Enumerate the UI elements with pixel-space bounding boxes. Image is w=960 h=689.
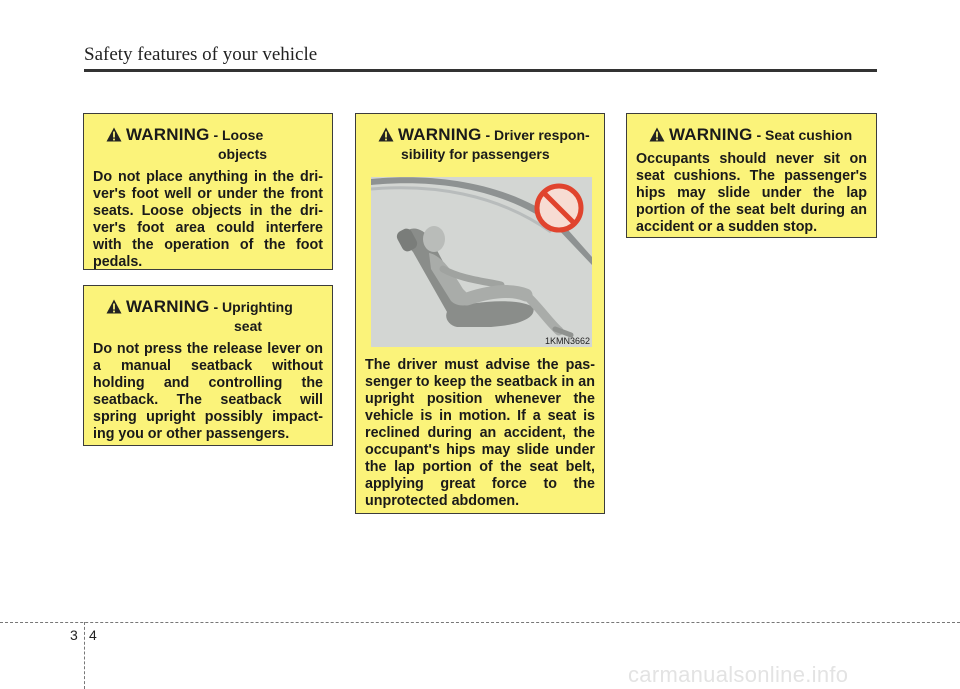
warning-body: Occupants should never sit on seat cushions. The passenger's hips may slide under the lap portion of the seat belt during an accident or a sudden stop. (636, 151, 867, 235)
warning-subject-cont: sibility for passengers (401, 146, 550, 162)
warning-subject: - Seat cushion (752, 127, 853, 143)
page-header-title: Safety features of your vehicle (84, 44, 318, 65)
warning-uprighting-seat (83, 285, 333, 446)
prohibited-icon (534, 183, 584, 233)
warning-word: WARNING (669, 125, 753, 144)
warning-subject: - Uprighting (209, 299, 293, 315)
warning-subject-cont: objects (218, 146, 268, 162)
warning-heading (636, 126, 867, 145)
chapter-number: 3 (70, 627, 78, 643)
warning-driver-responsibility (355, 113, 605, 514)
footer-vertical-divider (84, 622, 85, 689)
warning-seat-cushion (626, 113, 877, 238)
warning-triangle-icon (649, 127, 665, 142)
warning-word: WARNING (398, 125, 482, 144)
header-rule (84, 69, 877, 72)
warning-subject: - Loose (209, 127, 264, 143)
warning-body: The driver must advise the pas-senger to keep the seatback in an upright position whenever the vehicle is in motion. If a seat is reclined during an accident, the occupant's hips may slide under the lap portion of the seat belt, applying great force to the unprotected abdomen. (365, 357, 595, 509)
warning-word: WARNING (126, 125, 210, 144)
warning-body: Do not press the release lever on a manual seatback without holding and controlling the seatback. The seatback will spring upright possibly impact-ing you or other passengers. (93, 341, 323, 442)
warning-triangle-icon (106, 299, 122, 314)
page-number: 4 (89, 627, 97, 643)
warning-subject-cont: seat (234, 318, 263, 334)
warning-triangle-icon (106, 127, 122, 142)
warning-body: Do not place anything in the dri-ver's foot well or under the front seats. Loose objects in the dri-ver's foot area could interfere with the operation of the foot pedals. (93, 169, 323, 270)
footer-divider (0, 622, 960, 623)
warning-word: WARNING (126, 297, 210, 316)
illustration-code: 1KMN3662 (544, 336, 590, 346)
warning-subject: - Driver respon- (481, 127, 590, 143)
warning-heading (93, 298, 323, 335)
warning-triangle-icon (378, 127, 394, 142)
warning-loose-objects (83, 113, 333, 270)
watermark: carmanualsonline.info (628, 662, 849, 687)
warning-heading (93, 126, 323, 163)
reclined-seat-illustration (371, 177, 592, 347)
warning-heading (365, 126, 595, 163)
